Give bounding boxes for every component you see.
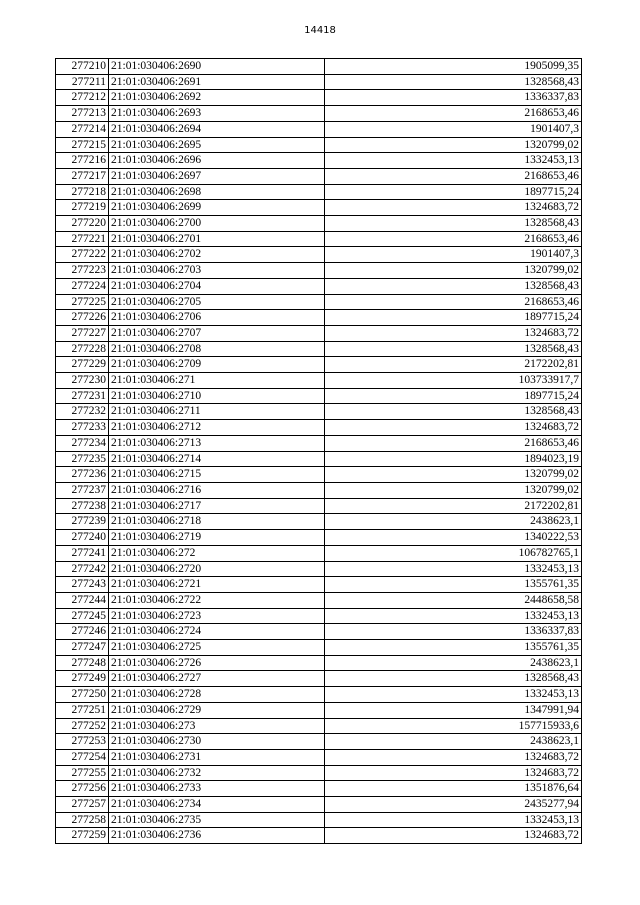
cadastral-number-cell: 21:01:030406:2708	[109, 341, 325, 357]
row-number-cell: 277226	[56, 310, 109, 326]
cadastral-number-cell: 21:01:030406:2705	[109, 294, 325, 310]
row-number-cell: 277245	[56, 608, 109, 624]
table-row	[56, 577, 582, 593]
cadastral-number-cell: 21:01:030406:2716	[109, 482, 325, 498]
table-row	[56, 781, 582, 797]
table-row	[56, 702, 582, 718]
cadastral-value-cell: 2438623,1	[325, 734, 582, 750]
cadastral-number-cell: 21:01:030406:2707	[109, 325, 325, 341]
row-number-cell: 277236	[56, 467, 109, 483]
table-row	[56, 90, 582, 106]
row-number-cell: 277232	[56, 404, 109, 420]
row-number-cell: 277217	[56, 168, 109, 184]
table-row	[56, 278, 582, 294]
cadastral-value-cell: 2438623,1	[325, 514, 582, 530]
cadastral-value-cell: 1320799,02	[325, 137, 582, 153]
cadastral-number-cell: 21:01:030406:2725	[109, 640, 325, 656]
table-row	[56, 624, 582, 640]
table-row	[56, 137, 582, 153]
cadastral-value-cell: 1328568,43	[325, 671, 582, 687]
cadastral-number-cell: 21:01:030406:2717	[109, 498, 325, 514]
cadastral-value-cell: 2168653,46	[325, 231, 582, 247]
cadastral-value-cell: 1332453,13	[325, 561, 582, 577]
row-number-cell: 277221	[56, 231, 109, 247]
row-number-cell: 277215	[56, 137, 109, 153]
cadastral-number-cell: 21:01:030406:2692	[109, 90, 325, 106]
cadastral-number-cell: 21:01:030406:272	[109, 545, 325, 561]
cadastral-number-cell: 21:01:030406:2730	[109, 734, 325, 750]
row-number-cell: 277211	[56, 74, 109, 90]
row-number-cell: 277251	[56, 702, 109, 718]
cadastral-value-cell: 2438623,1	[325, 655, 582, 671]
row-number-cell: 277255	[56, 765, 109, 781]
cadastral-value-cell: 2172202,81	[325, 498, 582, 514]
row-number-cell: 277243	[56, 577, 109, 593]
table-row	[56, 74, 582, 90]
row-number-cell: 277257	[56, 797, 109, 813]
row-number-cell: 277225	[56, 294, 109, 310]
row-number-cell: 277237	[56, 482, 109, 498]
row-number-cell: 277242	[56, 561, 109, 577]
cadastral-value-cell: 106782765,1	[325, 545, 582, 561]
cadastral-value-cell: 1901407,3	[325, 121, 582, 137]
row-number-cell: 277259	[56, 828, 109, 844]
cadastral-number-cell: 21:01:030406:273	[109, 718, 325, 734]
cadastral-value-cell: 103733917,7	[325, 373, 582, 389]
row-number-cell: 277213	[56, 106, 109, 122]
row-number-cell: 277230	[56, 373, 109, 389]
row-number-cell: 277223	[56, 263, 109, 279]
cadastral-number-cell: 21:01:030406:2704	[109, 278, 325, 294]
cadastral-value-cell: 1897715,24	[325, 184, 582, 200]
table-row	[56, 59, 582, 75]
cadastral-number-cell: 21:01:030406:2709	[109, 357, 325, 373]
table-row	[56, 153, 582, 169]
cadastral-value-cell: 2168653,46	[325, 106, 582, 122]
page-number: 14418	[304, 25, 336, 36]
cadastral-number-cell: 21:01:030406:2699	[109, 200, 325, 216]
cadastral-number-cell: 21:01:030406:2712	[109, 420, 325, 436]
row-number-cell: 277258	[56, 812, 109, 828]
row-number-cell: 277244	[56, 592, 109, 608]
cadastral-value-cell: 1905099,35	[325, 59, 582, 75]
cadastral-number-cell: 21:01:030406:2733	[109, 781, 325, 797]
cadastral-number-cell: 21:01:030406:2728	[109, 687, 325, 703]
cadastral-number-cell: 21:01:030406:2727	[109, 671, 325, 687]
row-number-cell: 277231	[56, 388, 109, 404]
cadastral-value-table	[55, 58, 582, 844]
table-row	[56, 184, 582, 200]
table-row	[56, 734, 582, 750]
table-row	[56, 498, 582, 514]
row-number-cell: 277240	[56, 530, 109, 546]
cadastral-value-cell: 1324683,72	[325, 828, 582, 844]
cadastral-value-cell: 1324683,72	[325, 325, 582, 341]
row-number-cell: 277220	[56, 216, 109, 232]
table-row	[56, 231, 582, 247]
cadastral-value-cell: 1320799,02	[325, 263, 582, 279]
table-row	[56, 404, 582, 420]
cadastral-value-cell: 2435277,94	[325, 797, 582, 813]
cadastral-number-cell: 21:01:030406:2702	[109, 247, 325, 263]
row-number-cell: 277252	[56, 718, 109, 734]
cadastral-number-cell: 21:01:030406:2718	[109, 514, 325, 530]
cadastral-value-cell: 1332453,13	[325, 687, 582, 703]
row-number-cell: 277227	[56, 325, 109, 341]
cadastral-number-cell: 21:01:030406:271	[109, 373, 325, 389]
table-row	[56, 106, 582, 122]
table-row	[56, 530, 582, 546]
table-row	[56, 357, 582, 373]
cadastral-value-cell: 1332453,13	[325, 812, 582, 828]
cadastral-value-cell: 1901407,3	[325, 247, 582, 263]
cadastral-value-cell: 1332453,13	[325, 153, 582, 169]
table-row	[56, 514, 582, 530]
cadastral-value-cell: 1894023,19	[325, 451, 582, 467]
cadastral-value-cell: 1897715,24	[325, 310, 582, 326]
cadastral-number-cell: 21:01:030406:2735	[109, 812, 325, 828]
cadastral-number-cell: 21:01:030406:2714	[109, 451, 325, 467]
table-row	[56, 828, 582, 844]
table-row	[56, 671, 582, 687]
cadastral-value-cell: 1332453,13	[325, 608, 582, 624]
table-row	[56, 325, 582, 341]
row-number-cell: 277216	[56, 153, 109, 169]
row-number-cell: 277247	[56, 640, 109, 656]
table-row	[56, 200, 582, 216]
cadastral-value-cell: 1351876,64	[325, 781, 582, 797]
cadastral-value-cell: 1328568,43	[325, 404, 582, 420]
row-number-cell: 277212	[56, 90, 109, 106]
cadastral-number-cell: 21:01:030406:2693	[109, 106, 325, 122]
table-row	[56, 812, 582, 828]
table-row	[56, 765, 582, 781]
row-number-cell: 277234	[56, 435, 109, 451]
table-row	[56, 545, 582, 561]
table-row	[56, 388, 582, 404]
table-row	[56, 592, 582, 608]
cadastral-number-cell: 21:01:030406:2696	[109, 153, 325, 169]
row-number-cell: 277239	[56, 514, 109, 530]
cadastral-value-cell: 1324683,72	[325, 200, 582, 216]
cadastral-number-cell: 21:01:030406:2732	[109, 765, 325, 781]
cadastral-value-cell: 1355761,35	[325, 577, 582, 593]
table-row	[56, 608, 582, 624]
row-number-cell: 277218	[56, 184, 109, 200]
table-row	[56, 451, 582, 467]
cadastral-value-cell: 1320799,02	[325, 467, 582, 483]
table-row	[56, 749, 582, 765]
cadastral-value-cell: 2168653,46	[325, 168, 582, 184]
row-number-cell: 277254	[56, 749, 109, 765]
table-row	[56, 640, 582, 656]
cadastral-value-cell: 1324683,72	[325, 749, 582, 765]
cadastral-value-cell: 1336337,83	[325, 624, 582, 640]
cadastral-number-cell: 21:01:030406:2722	[109, 592, 325, 608]
cadastral-number-cell: 21:01:030406:2701	[109, 231, 325, 247]
cadastral-number-cell: 21:01:030406:2695	[109, 137, 325, 153]
row-number-cell: 277210	[56, 59, 109, 75]
row-number-cell: 277256	[56, 781, 109, 797]
cadastral-value-cell: 1328568,43	[325, 216, 582, 232]
cadastral-number-cell: 21:01:030406:2698	[109, 184, 325, 200]
cadastral-number-cell: 21:01:030406:2734	[109, 797, 325, 813]
cadastral-value-cell: 2168653,46	[325, 435, 582, 451]
row-number-cell: 277224	[56, 278, 109, 294]
table-body	[56, 59, 582, 844]
cadastral-number-cell: 21:01:030406:2700	[109, 216, 325, 232]
cadastral-number-cell: 21:01:030406:2715	[109, 467, 325, 483]
cadastral-value-cell: 2172202,81	[325, 357, 582, 373]
cadastral-value-cell: 1324683,72	[325, 420, 582, 436]
row-number-cell: 277233	[56, 420, 109, 436]
table-row	[56, 216, 582, 232]
row-number-cell: 277253	[56, 734, 109, 750]
cadastral-number-cell: 21:01:030406:2691	[109, 74, 325, 90]
cadastral-number-cell: 21:01:030406:2731	[109, 749, 325, 765]
cadastral-number-cell: 21:01:030406:2697	[109, 168, 325, 184]
cadastral-value-cell: 2168653,46	[325, 294, 582, 310]
cadastral-number-cell: 21:01:030406:2721	[109, 577, 325, 593]
cadastral-number-cell: 21:01:030406:2694	[109, 121, 325, 137]
cadastral-value-cell: 1328568,43	[325, 341, 582, 357]
cadastral-value-cell: 1340222,53	[325, 530, 582, 546]
table-row	[56, 797, 582, 813]
table-row	[56, 168, 582, 184]
table-row	[56, 294, 582, 310]
row-number-cell: 277235	[56, 451, 109, 467]
table-row	[56, 121, 582, 137]
cadastral-number-cell: 21:01:030406:2703	[109, 263, 325, 279]
table-row	[56, 435, 582, 451]
table-row	[56, 467, 582, 483]
cadastral-number-cell: 21:01:030406:2729	[109, 702, 325, 718]
row-number-cell: 277219	[56, 200, 109, 216]
row-number-cell: 277238	[56, 498, 109, 514]
cadastral-number-cell: 21:01:030406:2690	[109, 59, 325, 75]
table-row	[56, 341, 582, 357]
row-number-cell: 277229	[56, 357, 109, 373]
table-row	[56, 310, 582, 326]
cadastral-value-cell: 1324683,72	[325, 765, 582, 781]
cadastral-number-cell: 21:01:030406:2720	[109, 561, 325, 577]
table-row	[56, 373, 582, 389]
cadastral-value-cell: 1328568,43	[325, 278, 582, 294]
cadastral-number-cell: 21:01:030406:2723	[109, 608, 325, 624]
row-number-cell: 277248	[56, 655, 109, 671]
cadastral-value-cell: 1897715,24	[325, 388, 582, 404]
table-row	[56, 687, 582, 703]
table-row	[56, 561, 582, 577]
table-row	[56, 247, 582, 263]
row-number-cell: 277250	[56, 687, 109, 703]
table-row	[56, 718, 582, 734]
cadastral-number-cell: 21:01:030406:2713	[109, 435, 325, 451]
cadastral-number-cell: 21:01:030406:2726	[109, 655, 325, 671]
cadastral-value-cell: 157715933,6	[325, 718, 582, 734]
row-number-cell: 277214	[56, 121, 109, 137]
row-number-cell: 277246	[56, 624, 109, 640]
cadastral-number-cell: 21:01:030406:2724	[109, 624, 325, 640]
cadastral-value-cell: 1355761,35	[325, 640, 582, 656]
cadastral-number-cell: 21:01:030406:2710	[109, 388, 325, 404]
row-number-cell: 277241	[56, 545, 109, 561]
table-row	[56, 655, 582, 671]
cadastral-value-cell: 1347991,94	[325, 702, 582, 718]
table-row	[56, 263, 582, 279]
row-number-cell: 277249	[56, 671, 109, 687]
cadastral-value-cell: 1320799,02	[325, 482, 582, 498]
cadastral-value-cell: 1336337,83	[325, 90, 582, 106]
table-row	[56, 420, 582, 436]
row-number-cell: 277228	[56, 341, 109, 357]
cadastral-value-cell: 2448658,58	[325, 592, 582, 608]
cadastral-number-cell: 21:01:030406:2736	[109, 828, 325, 844]
row-number-cell: 277222	[56, 247, 109, 263]
table-row	[56, 482, 582, 498]
cadastral-number-cell: 21:01:030406:2711	[109, 404, 325, 420]
cadastral-value-cell: 1328568,43	[325, 74, 582, 90]
cadastral-number-cell: 21:01:030406:2706	[109, 310, 325, 326]
cadastral-number-cell: 21:01:030406:2719	[109, 530, 325, 546]
